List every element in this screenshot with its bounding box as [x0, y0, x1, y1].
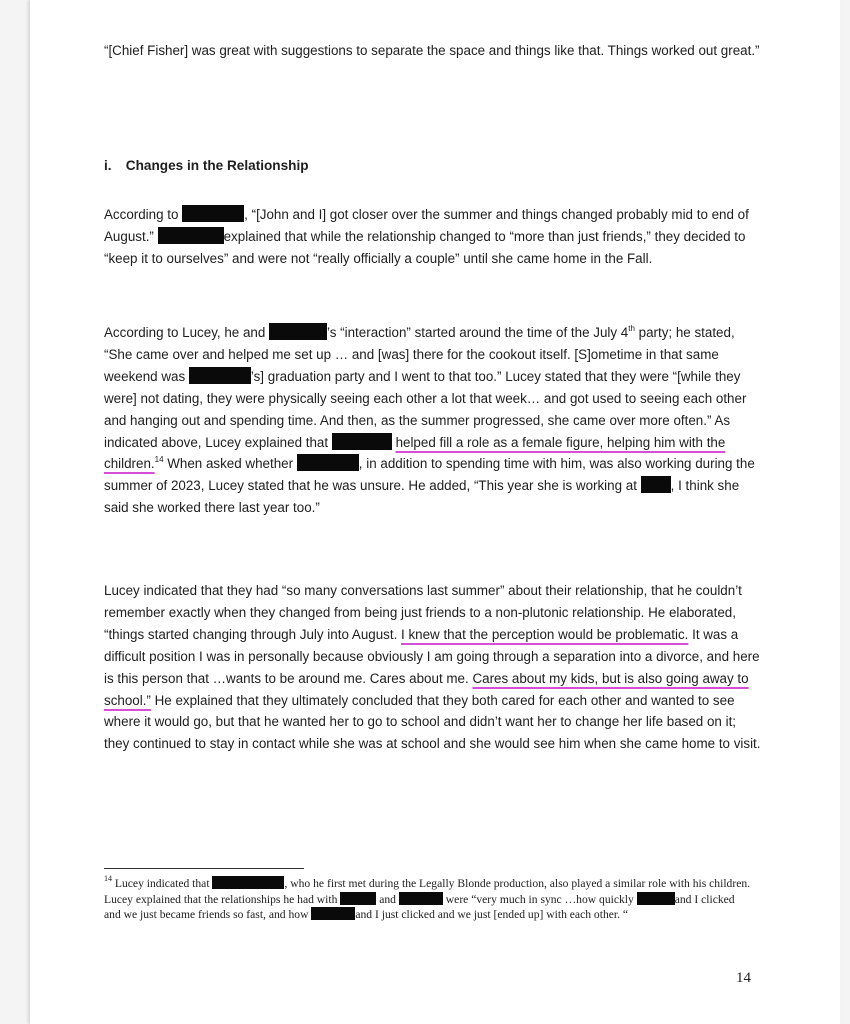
highlighted-quote: helped fill a role as a female figure, helping him with the children. — [104, 434, 726, 472]
footnote-separator — [104, 868, 304, 869]
footnote-reference[interactable]: 14 — [154, 455, 164, 465]
footnote-number: 14 — [104, 874, 112, 883]
redaction-bar — [189, 367, 251, 384]
redaction-bar — [212, 876, 284, 889]
paragraph-closer-over-summer: According to , “[John and I] got closer over the summer and things changed probably mid to end of August.” explained that while the relationship changed to “more than just friends,” they decided to “keep it to ourselves” and were not “really officially a couple” until she came home in the Fall. — [104, 207, 749, 266]
footnote-14: $^{14}$ Lucey indicated that , who he first met during the Legally Blonde production, also played a similar role with his children. Lucey explained that the relationships he had with and were “very much in sync …how quickly and I clicked and we just became friends so fast, and how and I just clicked and we just [ended up] with each other. “ — [104, 874, 751, 922]
highlighted-quote: I knew that the perception would be problematic. — [401, 626, 689, 642]
document-page — [30, 0, 840, 1024]
section-number: i. — [104, 158, 112, 173]
page-number: 14 — [736, 970, 751, 986]
redaction-bar — [182, 205, 244, 222]
redaction-bar — [340, 892, 376, 905]
redaction-bar — [297, 454, 359, 471]
redaction-bar — [311, 907, 355, 920]
section-heading — [104, 158, 309, 173]
redaction-bar — [399, 892, 443, 905]
redaction-bar — [332, 433, 392, 450]
paragraph-conversations: Lucey indicated that they had “so many conversations last summer” about their relationship, that he couldn’t remember exactly when they changed from being just friends to a non-plutonic relationship. He elaborated, “things started changing through July into August. I knew that the perception would be problematic. It was a difficult position I was in personally because obviously I am going through a separation into a divorce, and here is this person that …wants to be around me. Cares about me. Cares about my kids, but is also going away to school.” He explained that they ultimately concluded that they both cared for each other and wanted to see where it would go, but that he wanted her to go to school and didn’t want her to change her life based on it; they continued to stay in contact while she was at school and she would see him when she came home to visit. — [104, 583, 761, 752]
redaction-bar — [158, 227, 224, 244]
redaction-bar — [269, 323, 327, 340]
highlighted-quote: Cares about my kids, but is also going away to school.” — [104, 670, 749, 708]
redaction-bar — [637, 892, 675, 905]
redaction-bar — [641, 476, 671, 493]
quote-paragraph: “[Chief Fisher] was great with suggestions to separate the space and things like that. Things worked out great.” — [104, 43, 760, 58]
paragraph-interaction-started: According to Lucey, he and ’s “interaction” started around the time of the July 4th party; he stated, “She came over and helped me set up … and [was] there for the cookout itself. [S]ometime in that same weekend was ’s] graduation party and I went to that too.” Lucey stated that they were “[while they were] not dating, they were physically seeing each other a lot that week… and got used to seeing each other and hanging out and spending time. And then, as the summer progressed, she came over more often.” As indicated above, Lucey explained that helped fill a role as a female figure, helping him with the children.$^{14}$ When asked whether , in addition to spending time with him, was also working during the summer of 2023, Lucey stated that he was unsure. He added, “This year she is working at , I think she said she worked there last year too.” — [104, 324, 755, 516]
section-title: Changes in the Relationship — [125, 158, 309, 173]
